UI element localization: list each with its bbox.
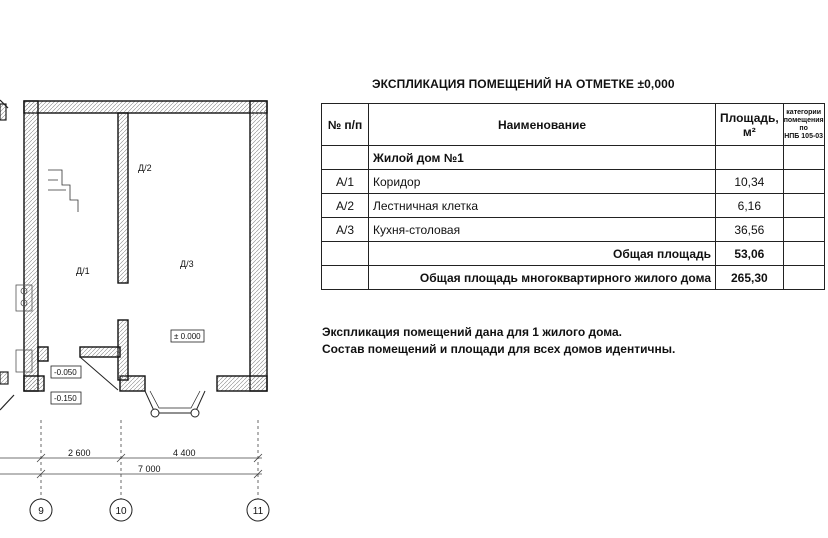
explication-title: ЭКСПЛИКАЦИЯ ПОМЕЩЕНИЙ НА ОТМЕТКЕ ±0,000 bbox=[372, 77, 675, 91]
building-total-value: 265,30 bbox=[716, 266, 784, 290]
header-category-l4: НПБ 105-03 bbox=[784, 132, 824, 140]
table-header-row bbox=[322, 104, 825, 146]
table-row bbox=[322, 266, 825, 290]
building-total-label: Общая площадь многоквартирного жилого дома bbox=[369, 266, 716, 290]
note-line-2: Состав помещений и площади для всех домов идентичны. bbox=[322, 342, 676, 356]
room-area: 10,34 bbox=[716, 170, 784, 194]
note-line-1: Экспликация помещений дана для 1 жилого дома. bbox=[322, 325, 623, 339]
total-label: Общая площадь bbox=[369, 242, 716, 266]
table-row bbox=[322, 218, 825, 242]
room-num: А/1 bbox=[322, 170, 369, 194]
room-name: Кухня-столовая bbox=[369, 218, 716, 242]
room-num: А/2 bbox=[322, 194, 369, 218]
room-area: 36,56 bbox=[716, 218, 784, 242]
room-name: Коридор bbox=[369, 170, 716, 194]
dimension-right: 4 400 bbox=[173, 448, 196, 458]
header-category-l1: категории bbox=[786, 108, 821, 116]
stair bbox=[48, 170, 78, 212]
dimension-labels bbox=[68, 448, 196, 474]
table-row bbox=[322, 170, 825, 194]
dimension-lines bbox=[0, 420, 262, 500]
table-row bbox=[322, 146, 825, 170]
room-num: А/3 bbox=[322, 218, 369, 242]
header-area-unit: м² bbox=[742, 124, 756, 139]
header-num: № п/п bbox=[322, 104, 369, 146]
total-value: 53,06 bbox=[716, 242, 784, 266]
table-row bbox=[322, 242, 825, 266]
room-label-d3: Д/3 bbox=[180, 259, 194, 269]
level-zero: ± 0.000 bbox=[174, 332, 201, 341]
room-label-d2: Д/2 bbox=[138, 163, 152, 173]
dimension-left: 2 600 bbox=[68, 448, 91, 458]
header-area-label: Площадь, bbox=[720, 110, 779, 125]
axis-9: 9 bbox=[38, 506, 44, 517]
exterior-walls bbox=[24, 101, 267, 391]
room-label-d1: Д/1 bbox=[76, 266, 90, 276]
room-name: Лестничная клетка bbox=[369, 194, 716, 218]
explication-table bbox=[321, 103, 825, 290]
floor-plan bbox=[0, 0, 320, 538]
header-category-l2: помещения bbox=[783, 116, 824, 124]
interior-walls bbox=[38, 113, 128, 380]
axis-labels bbox=[38, 506, 263, 517]
level-minus-0050: -0.050 bbox=[54, 368, 77, 377]
adjacent-building-fragment bbox=[0, 100, 14, 410]
room-area: 6,16 bbox=[716, 194, 784, 218]
axis-10: 10 bbox=[115, 506, 127, 517]
header-area bbox=[716, 104, 784, 146]
level-minus-0150: -0.150 bbox=[54, 394, 77, 403]
house-name: Жилой дом №1 bbox=[369, 146, 716, 170]
axis-markers bbox=[30, 499, 269, 521]
table-row bbox=[322, 194, 825, 218]
header-name: Наименование bbox=[369, 104, 716, 146]
room-labels bbox=[76, 163, 194, 276]
dimension-total: 7 000 bbox=[138, 464, 161, 474]
header-category-l3: по bbox=[799, 124, 808, 132]
axis-11: 11 bbox=[252, 506, 264, 517]
header-category bbox=[783, 104, 824, 146]
